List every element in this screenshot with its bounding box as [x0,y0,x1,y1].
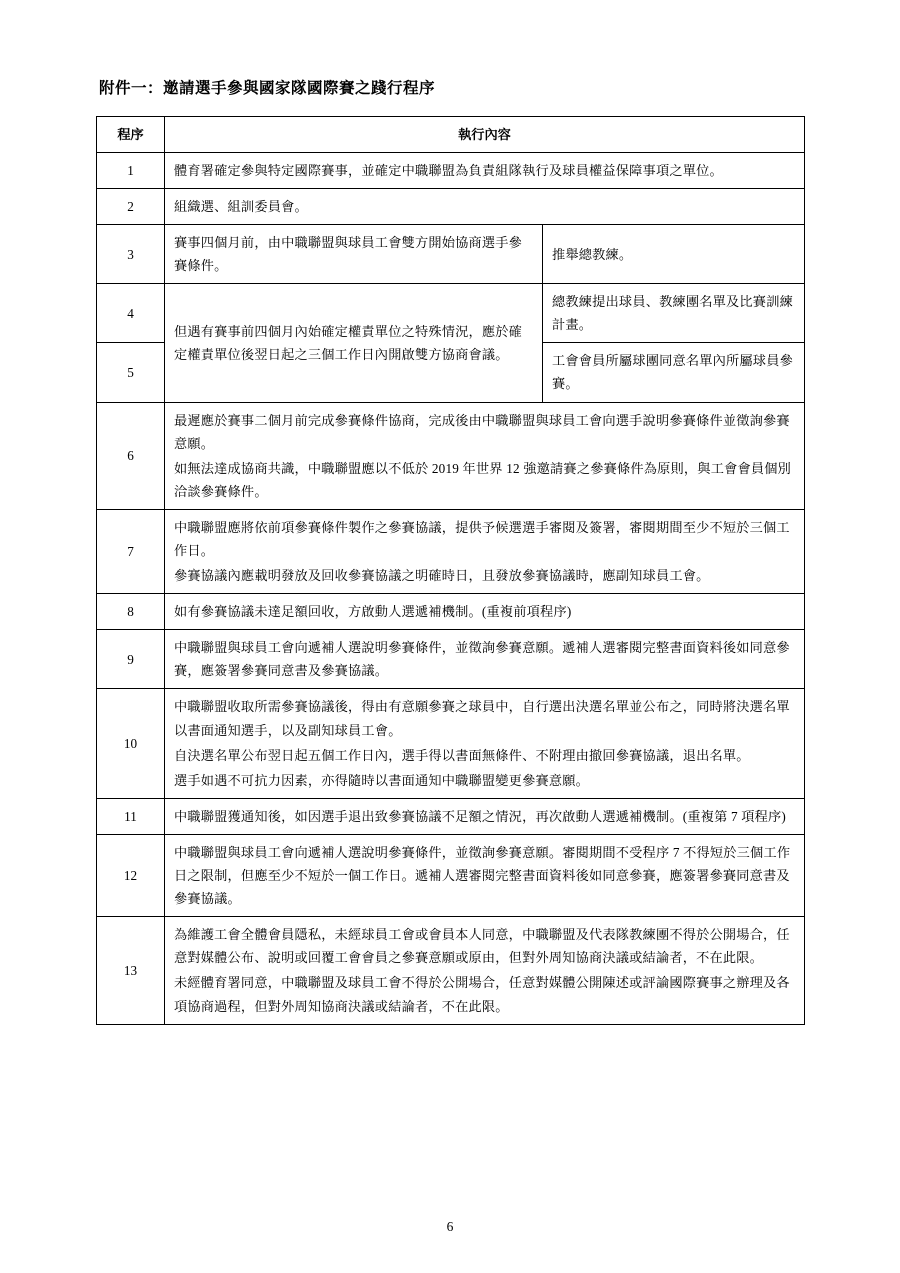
step-number: 5 [97,343,165,402]
content-paragraph: 體育署確定參與特定國際賽事，並確定中職聯盟為負責組隊執行及球員權益保障事項之單位。 [174,162,723,178]
table-row [97,594,805,630]
step-content [165,630,805,689]
page-number: 6 [446,1219,454,1234]
step-content-left [165,284,543,402]
content-paragraph: 中職聯盟與球員工會向遞補人選說明參賽條件，並徵詢參賽意願。遞補人選審閱完整書面資料後如同意參賽，應簽署參賽同意書及參賽協議。 [174,640,790,679]
step-content-right [543,343,805,402]
step-number: 7 [97,509,165,593]
step-content-right [543,224,805,283]
content-paragraph: 中職聯盟獲通知後，如因選手退出致參賽協議不足額之情況，再次啟動人選遞補機制。(重複第 7 項程序) [174,808,787,824]
step-number: 6 [97,402,165,509]
step-number: 11 [97,798,165,834]
table-row [97,798,805,834]
step-number: 8 [97,594,165,630]
step-number: 9 [97,630,165,689]
table-row [97,188,805,224]
step-content [165,594,805,630]
content-paragraph: 推舉總教練。 [552,246,633,262]
step-number: 12 [97,834,165,916]
table-row [97,224,805,283]
content-paragraph: 中職聯盟與球員工會向遞補人選說明參賽條件，並徵詢參賽意願。審閱期間不受程序 7 不得短於三個工作日之限制，但應至少不短於一個工作日。遞補人選審閱完整書面資料後如同意參賽，應簽署參賽同意書及參賽協議。 [174,844,791,907]
content-paragraph: 最遲應於賽事二個月前完成參賽條件協商，完成後由中職聯盟與球員工會向選手說明參賽條件並徵詢參賽意願。 [174,412,790,451]
step-content [165,798,805,834]
content-paragraph: 如無法達成協商共識，中職聯盟應以不低於 2019 年世界 12 強邀請賽之參賽條件為原則，與工會會員個別洽談參賽條件。 [174,460,792,499]
content-paragraph: 但遇有賽事前四個月內始確定權責單位之特殊情況，應於確定權責單位後翌日起之三個工作日內開啟雙方協商會議。 [174,323,523,362]
step-content [165,188,805,224]
page-title: 附件一：邀請選手參與國家隊國際賽之踐行程序 [99,80,436,97]
content-paragraph: 中職聯盟應將依前項參賽條件製作之參賽協議，提供予候選選手審閱及簽署，審閱期間至少不短於三個工作日。 [174,519,790,558]
table-row [97,152,805,188]
content-paragraph: 參賽協議內應載明發放及回收參賽協議之明確時日，且發放參賽協議時，應副知球員工會。 [174,568,710,584]
table-row [97,402,805,509]
step-number: 4 [97,284,165,343]
step-content [165,917,805,1024]
table-row [97,917,805,1024]
content-paragraph: 中職聯盟收取所需參賽協議後，得由有意願參賽之球員中，自行選出決選名單並公布之，同時將決選名單以書面通知選手，以及副知球員工會。 [174,699,790,738]
content-paragraph: 選手如遇不可抗力因素，亦得隨時以書面通知中職聯盟變更參賽意願。 [174,772,590,788]
table-row [97,509,805,593]
content-paragraph: 未經體育署同意，中職聯盟及球員工會不得於公開場合，任意對媒體公開陳述或評論國際賽事之辦理及各項協商過程，但對外周知協商決議或結論者，不在此限。 [174,975,790,1014]
content-paragraph: 如有參賽協議未達足額回收，方啟動人選遞補機制。(重複前項程序) [174,604,572,620]
step-content [165,509,805,593]
step-content [165,402,805,509]
step-content-right [543,284,805,343]
step-content [165,152,805,188]
procedure-table [96,116,805,1025]
column-header-step: 程序 [97,116,165,152]
content-paragraph: 工會會員所屬球團同意名單內所屬球員參賽。 [552,353,793,392]
table-header-row [97,116,805,152]
step-content [165,834,805,916]
content-paragraph: 總教練提出球員、教練團名單及比賽訓練計畫。 [552,294,793,333]
column-header-content: 執行內容 [165,116,805,152]
table-row [97,834,805,916]
content-paragraph: 為維護工會全體會員隱私，未經球員工會或會員本人同意，中職聯盟及代表隊教練團不得於公開場合，任意對媒體公布、說明或回覆工會會員之參賽意願或原由，但對外周知協商決議或結論者，不在此限。 [174,927,790,966]
step-number: 13 [97,917,165,1024]
table-row [97,630,805,689]
step-number: 1 [97,152,165,188]
step-content-left [165,224,543,283]
step-number: 3 [97,224,165,283]
step-number: 10 [97,689,165,798]
step-number: 2 [97,188,165,224]
content-paragraph: 組織選、組訓委員會。 [174,198,308,214]
table-row [97,689,805,798]
step-content [165,689,805,798]
content-paragraph: 賽事四個月前，由中職聯盟與球員工會雙方開始協商選手參賽條件。 [174,234,523,274]
content-paragraph: 自決選名單公布翌日起五個工作日內，選手得以書面無條件、不附理由撤回參賽協議，退出名單。 [174,747,750,763]
table-row [97,284,805,343]
